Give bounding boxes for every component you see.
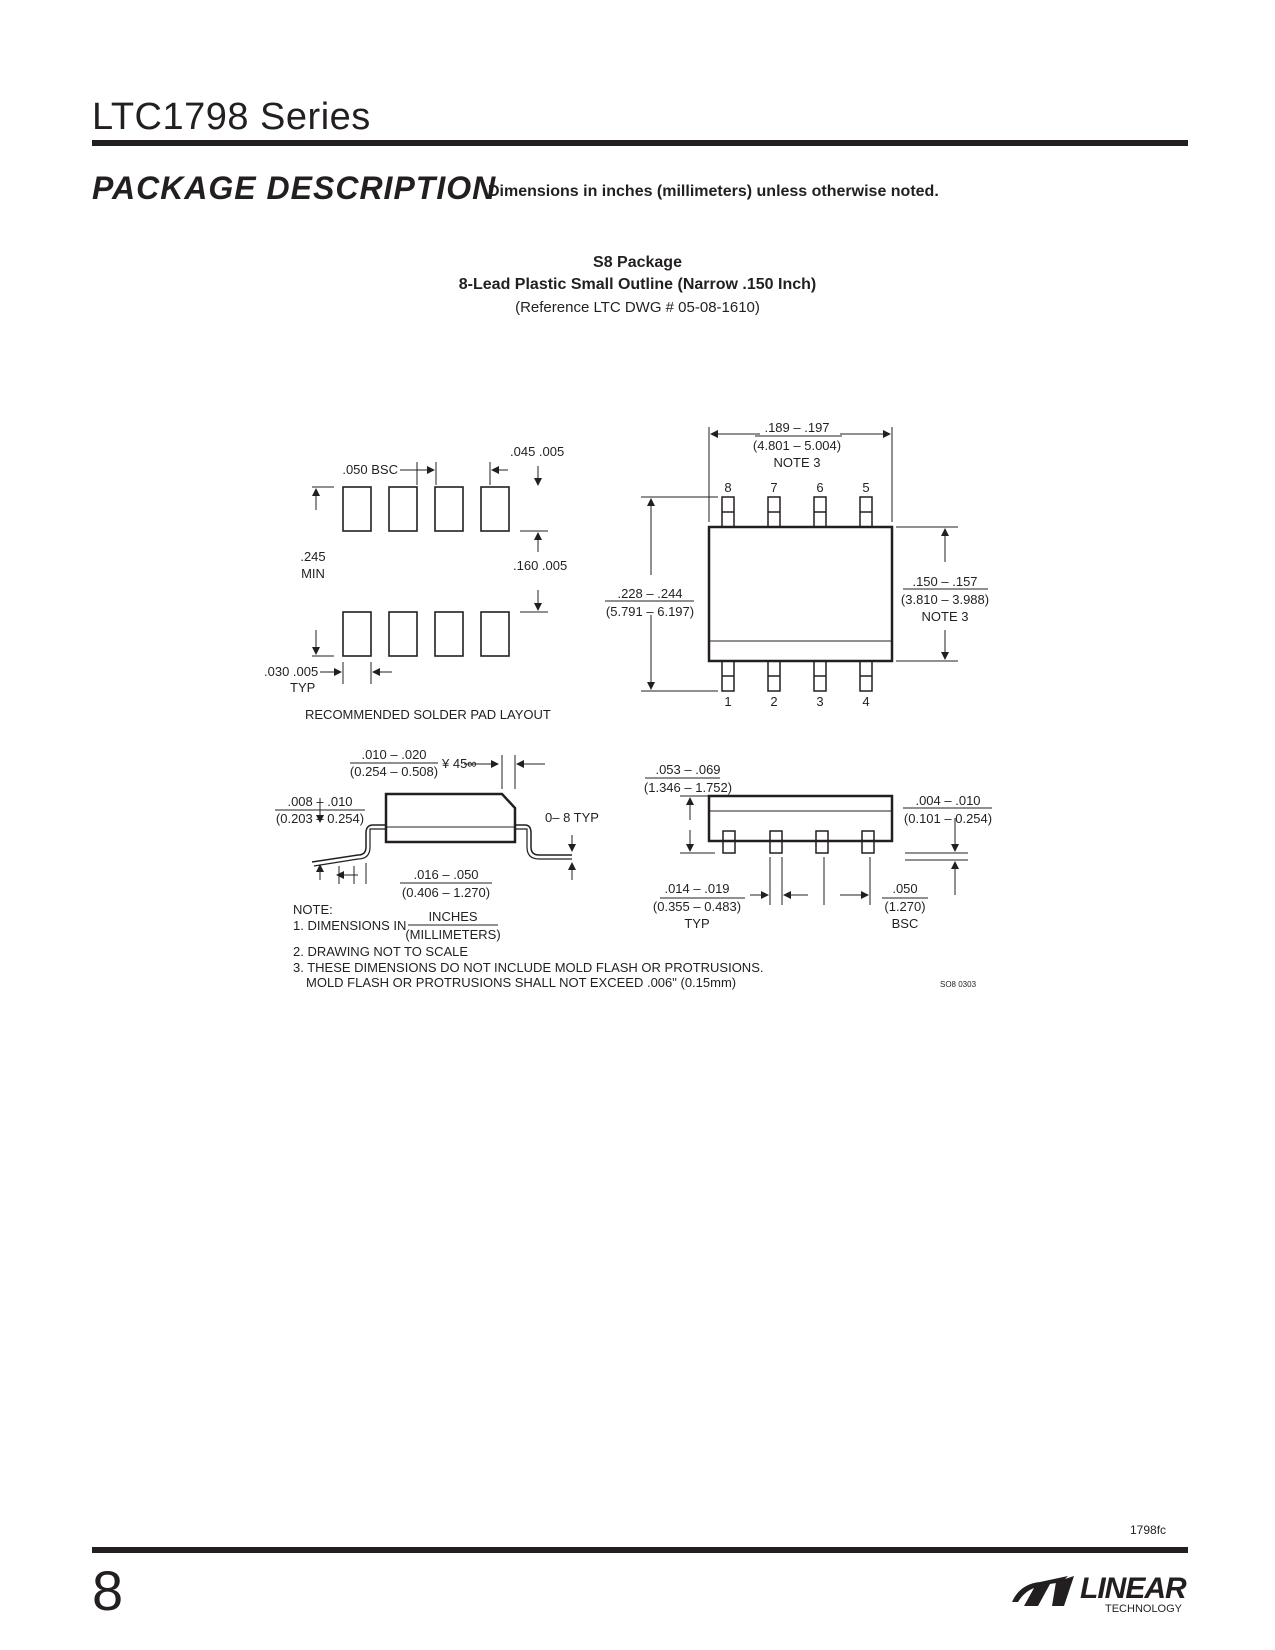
pin-1-label: 1 bbox=[724, 694, 732, 709]
pad-inner-label: .160 .005 bbox=[513, 558, 568, 573]
lead-pitch-mm-label: (1.270) bbox=[884, 899, 926, 914]
lead-pitch-bsc-label: BSC bbox=[891, 916, 919, 931]
pad-width-label: .045 .005 bbox=[510, 444, 565, 459]
solder-pad-layout bbox=[343, 487, 509, 656]
height-inch-label: .053 – .069 bbox=[655, 762, 721, 777]
top-view-body bbox=[709, 527, 892, 661]
lead-width-typ-label: TYP bbox=[684, 916, 710, 931]
lead-width-inch-label: .014 – .019 bbox=[664, 881, 730, 896]
pad-span-label: .245 bbox=[300, 549, 326, 564]
standoff-inch-label: .004 – .010 bbox=[915, 793, 981, 808]
series-title: LTC1798 Series bbox=[92, 96, 371, 138]
pin-4-label: 4 bbox=[862, 694, 870, 709]
note-2: 2. DRAWING NOT TO SCALE bbox=[293, 944, 469, 959]
section-subtitle: Dimensions in inches (millimeters) unless otherwise noted. bbox=[488, 183, 939, 200]
note-3a: 3. THESE DIMENSIONS DO NOT INCLUDE MOLD FLASH OR PROTRUSIONS. bbox=[293, 960, 764, 975]
note-1-denominator: (MILLIMETERS) bbox=[405, 927, 501, 942]
pin-8-label: 8 bbox=[724, 480, 732, 495]
package-subtitle: 8-Lead Plastic Small Outline (Narrow .150 Inch) bbox=[458, 276, 817, 293]
pad-span-min-label: MIN bbox=[301, 566, 325, 581]
height-mm-label: (1.346 – 1.752) bbox=[643, 780, 733, 795]
standoff-mm-label: (0.101 – 0.254) bbox=[903, 811, 993, 826]
note-3b: MOLD FLASH OR PROTRUSIONS SHALL NOT EXCEED .006" (0.15mm) bbox=[306, 975, 737, 990]
chamfer-mm-label: (0.254 – 0.508) bbox=[349, 764, 439, 779]
document-code: 1798fc bbox=[1130, 1523, 1167, 1537]
body-width-inch-label: .150 – .157 bbox=[912, 574, 978, 589]
linear-technology-logo bbox=[1010, 1562, 1190, 1614]
chamfer-inch-label: .010 – .020 bbox=[361, 747, 427, 762]
pin-5-label: 5 bbox=[862, 480, 870, 495]
body-width-mm-label: (3.810 – 3.988) bbox=[900, 592, 990, 607]
pin-2-label: 2 bbox=[770, 694, 778, 709]
length-inch-label: .189 – .197 bbox=[764, 420, 830, 435]
lead-thickness-mm-label: (0.203 – 0.254) bbox=[275, 811, 365, 826]
package-reference: (Reference LTC DWG # 05-08-1610) bbox=[515, 299, 760, 316]
pad-typ-label: TYP bbox=[290, 680, 316, 695]
package-title: S8 Package bbox=[593, 254, 682, 271]
foot-length-inch-label: .016 – .050 bbox=[413, 867, 479, 882]
length-mm-label: (4.801 – 5.004) bbox=[752, 438, 842, 453]
section-title: PACKAGE DESCRIPTION bbox=[92, 170, 497, 206]
solder-pad-dimensions bbox=[312, 462, 548, 684]
svg-text:TECHNOLOGY: TECHNOLOGY bbox=[1105, 1603, 1183, 1614]
pad-layout-caption: RECOMMENDED SOLDER PAD LAYOUT bbox=[305, 707, 551, 722]
pin-3-label: 3 bbox=[816, 694, 824, 709]
body-width-note-label: NOTE 3 bbox=[921, 609, 969, 624]
length-note-label: NOTE 3 bbox=[773, 455, 821, 470]
lead-thickness-inch-label: .008 – .010 bbox=[287, 794, 353, 809]
total-width-inch-label: .228 – .244 bbox=[617, 586, 683, 601]
foot-length-mm-label: (0.406 – 1.270) bbox=[401, 885, 491, 900]
note-1-prefix: 1. DIMENSIONS IN bbox=[293, 918, 407, 933]
lead-angle-label: 0– 8 TYP bbox=[545, 810, 599, 825]
lead-width-mm-label: (0.355 – 0.483) bbox=[652, 899, 742, 914]
note-1-numerator: INCHES bbox=[428, 909, 478, 924]
lead-pitch-inch-label: .050 bbox=[892, 881, 918, 896]
bottom-rule bbox=[92, 1547, 1188, 1553]
svg-text:LINEAR: LINEAR bbox=[1080, 1572, 1186, 1605]
front-view-body bbox=[709, 796, 892, 841]
pad-size-label: .030 .005 bbox=[264, 664, 319, 679]
drawing-code: SO8 0303 bbox=[940, 980, 977, 989]
pin-7-label: 7 bbox=[770, 480, 778, 495]
total-width-mm-label: (5.791 – 6.197) bbox=[605, 604, 695, 619]
page-number: 8 bbox=[92, 1559, 124, 1622]
pad-pitch-label: .050 BSC bbox=[342, 462, 398, 477]
chamfer-angle-label: ¥ 45∞ bbox=[442, 756, 477, 771]
pin-6-label: 6 bbox=[816, 480, 824, 495]
note-heading: NOTE: bbox=[293, 902, 333, 917]
